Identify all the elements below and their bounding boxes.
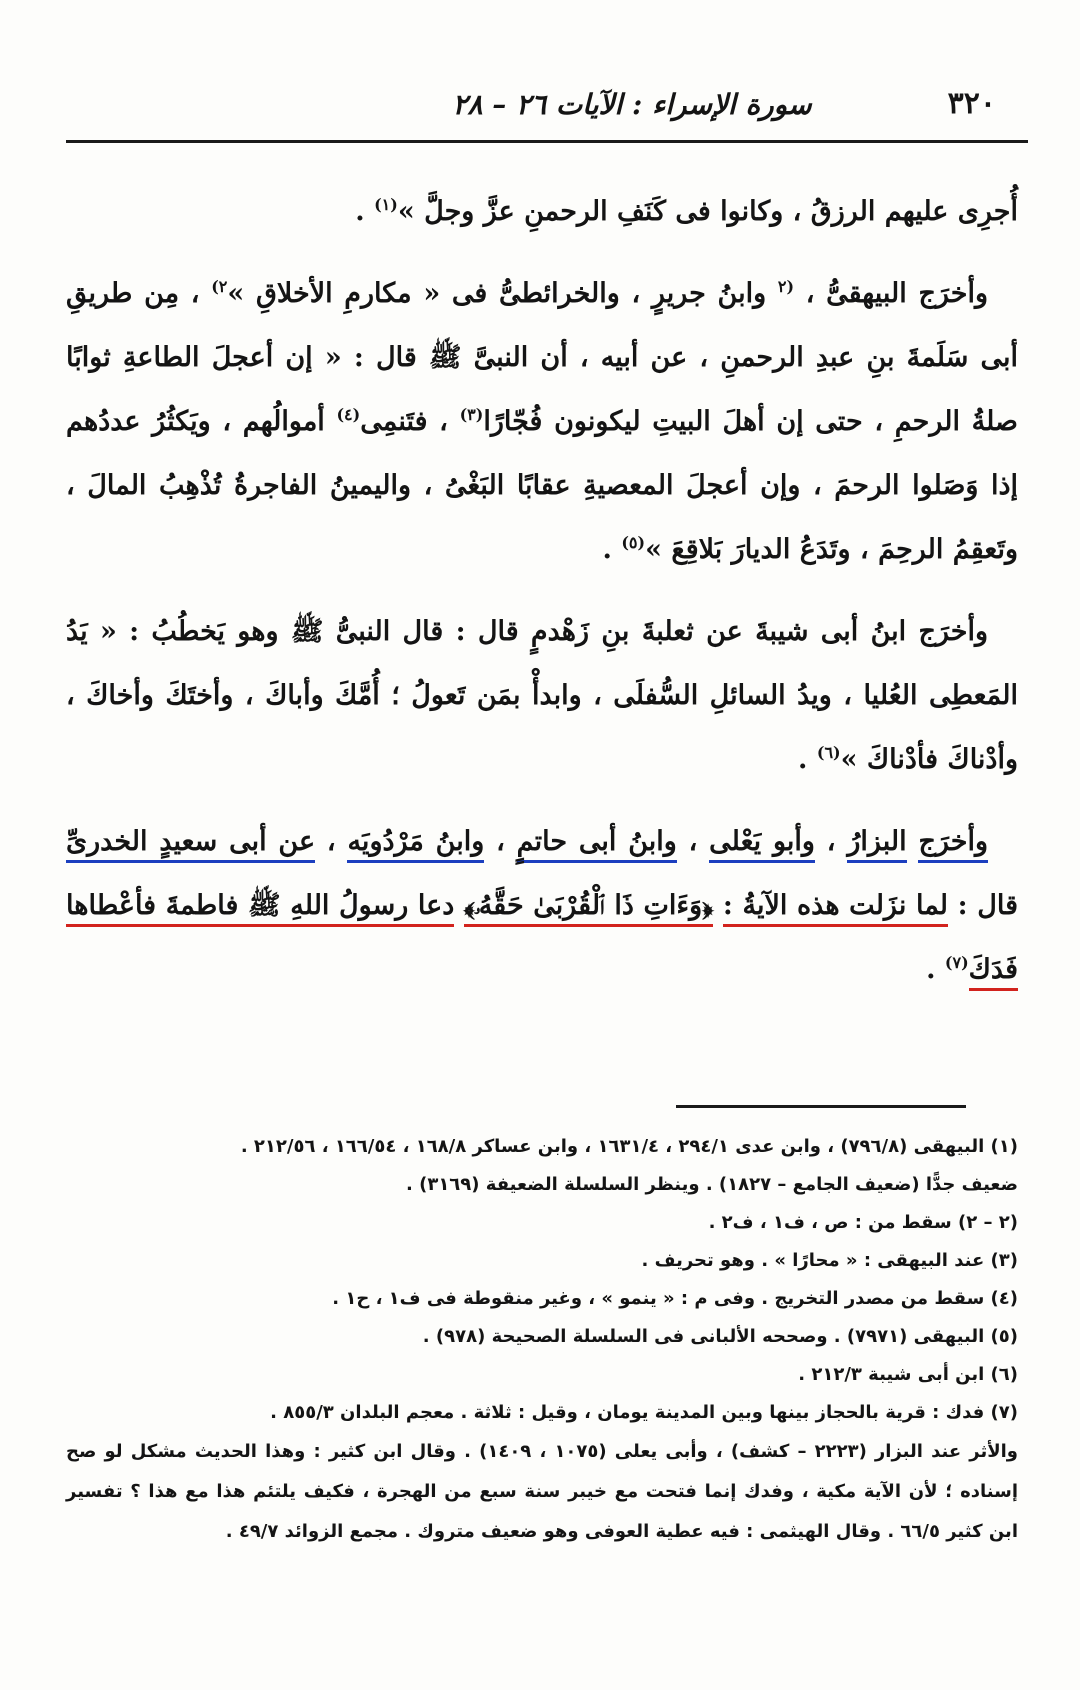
highlight-abu-yala: وأبو يَعْلى — [709, 826, 815, 863]
footnote-ref-2-close[interactable]: ٢) — [211, 277, 228, 296]
paragraph-2-part-a: وأخرَج البيهقىُّ ، — [805, 278, 988, 309]
sep-1 — [907, 826, 919, 857]
page-number: ٣٢٠ — [947, 86, 996, 121]
paragraph-1-text: أُجرِى عليهم الرزقُ ، وكانوا فى كَنَفِ الرحمنِ عزَّ وجلَّ » — [397, 196, 1018, 227]
paragraph-1-end: . — [355, 196, 375, 227]
footnote-ref-5[interactable]: (٥) — [621, 533, 646, 552]
sep-6: قال : — [948, 890, 1019, 921]
paragraph-4-end: . — [926, 954, 945, 985]
highlight-abu-said: عن أبى سعيدٍ الخدرىِّ — [66, 826, 315, 863]
highlight-bazzar: البزارُ — [847, 826, 906, 863]
paragraph-2-part-c: ، مِن طريقِ أبى سَلَمةَ بنِ عبدِ الرحمنِ ، عن أبيه ، أن النبىَّ ﷺ قال : « إن أعجلَ الطاعةِ ثوابًا صلةُ الرحمِ ، حتى إن أهلَ البيتِ ليكونون فُجّارًا — [66, 278, 1018, 437]
paragraph-2-part-d: ، فتَنمِى — [360, 406, 460, 437]
footnote-5: (٥) البيهقى (٧٩٧١) . وصححه الألبانى فى السلسلة الصحيحة (٩٧٨) . — [422, 1326, 1018, 1347]
sep-8 — [454, 890, 464, 921]
footnote-ref-2-open[interactable]: (٢ — [777, 277, 795, 296]
footnote-1-continued: ضعيف جدًّا (ضعيف الجامع – ١٨٢٧) . وينظر السلسلة الضعيفة (٣١٦٩) . — [405, 1174, 1018, 1195]
footnote-2: (٢ – ٢) سقط من : ص ، ف١ ، ف٢ . — [708, 1212, 1018, 1233]
main-text — [66, 180, 1018, 1020]
highlight-fatima-fadak: دعا رسولُ اللهِ ﷺ فاطمةَ فأعْطاها فَدَكَ — [66, 890, 1018, 991]
footnote-7: (٧) فدك : قرية بالحجاز بينها وبين المدينة يومان ، وقيل : ثلاثة . معجم البلدان ٨٥٥/٣ . — [270, 1402, 1018, 1423]
footnotes — [66, 1128, 1018, 1552]
paragraph-1 — [66, 180, 1018, 244]
paragraph-3 — [66, 600, 1018, 792]
footnote-ref-6[interactable]: (٦) — [816, 743, 841, 762]
footnote-separator — [676, 1105, 966, 1108]
paragraph-3-text: وأخرَج ابنُ أبى شيبةَ عن ثعلبةَ بنِ زَهْدمٍ قال : قال النبىُّ ﷺ وهو يَخطُبُ : « يَدُ المَعطِى العُليا ، ويدُ السائلِ السُّفلَى ، وابدأْ بمَن تَعولُ ؛ أُمَّكَ وأباكَ ، وأختَكَ وأخاكَ ، وأدْناكَ فأدْناكَ » — [66, 616, 1018, 775]
highlight-ibn-marduyah: وابنُ مَرْدُويَه — [347, 826, 484, 863]
footnote-3: (٣) عند البيهقى : « محارًا » . وهو تحريف . — [641, 1250, 1018, 1271]
sep-4: ، — [484, 826, 517, 857]
sep-3: ، — [676, 826, 710, 857]
paragraph-2-part-b: وابنُ جريرٍ ، والخرائطىُّ فى « مكارمِ الأخلاقِ » — [227, 278, 778, 309]
footnote-1: (١) البيهقى (٧٩٦/٨) ، وابن عدى ٢٩٤/١ ، ١٦٣١/٤ ، وابن عساكر ١٦٨/٨ ، ١٦٦/٥٤ ، ٢١٢/٥٦ . — [240, 1136, 1018, 1157]
paragraph-4 — [66, 810, 1018, 1002]
paragraph-2 — [66, 262, 1018, 582]
page-header — [66, 82, 1018, 128]
footnote-ref-3[interactable]: (٣) — [459, 405, 484, 424]
running-title: سورة الإسراء : الآيات ٢٦ – ٢٨ — [452, 88, 812, 121]
footnote-7-continued: والأثر عند البزار (٢٢٢٣ – كشف) ، وأبى يعلى (١٠٧٥ ، ١٤٠٩) . وقال ابن كثير : وهذا الحديث مشكل لو صح إسناده ؛ لأن الآية مكية ، وفدك إنما فتحت مع خيبر سنة سبع من الهجرة ، فكيف يلتئم هذا مع هذا ؟ تفسير ابن كثير ٦٦/٥ . وقال الهيثمى : فيه عطية العوفى وهو ضعيف متروك . مجمع الزوائد ٤٩/٧ . — [66, 1441, 1018, 1542]
footnote-ref-4[interactable]: (٤) — [336, 405, 361, 424]
sep-2: ، — [814, 826, 848, 857]
footnote-ref-7[interactable]: (٧) — [944, 953, 969, 972]
footnote-ref-1[interactable]: (١) — [374, 195, 398, 214]
footnote-4: (٤) سقط من مصدر التخريج . وفى م : « ينمو » ، وغير منقوطة فى ف١ ، ح١ . — [332, 1288, 1018, 1309]
sep-5: ، — [315, 826, 348, 857]
paragraph-2-end: . — [602, 534, 622, 565]
highlight-akhraja: وأخرَج — [918, 826, 988, 863]
paragraph-2-part-e: أموالُهم ، ويَكثُرُ عددُهم إذا وَصَلوا الرحمَ ، وإن أعجلَ المعصيةِ عقابًا البَغْىُ ، واليمينُ الفاجرةُ تُذْهِبُ المالَ ، وتَعقِمُ الرحِمَ ، وتَدَعُ الديارَ بَلاقِعَ » — [66, 406, 1018, 565]
quran-verse: ﴿وَءَاتِ ذَا ٱلْقُرْبَىٰ حَقَّهُۥ﴾ — [464, 890, 713, 927]
sep-7 — [713, 890, 723, 921]
highlight-ibn-abi-hatim: وابنُ أبى حاتمٍ — [517, 826, 677, 863]
header-rule — [66, 140, 1028, 143]
footnote-6: (٦) ابن أبى شيبة ٢١٢/٣ . — [798, 1364, 1018, 1385]
paragraph-3-end: . — [798, 744, 817, 775]
highlight-verse-intro: لما نزَلت هذه الآيةُ : — [723, 890, 948, 927]
